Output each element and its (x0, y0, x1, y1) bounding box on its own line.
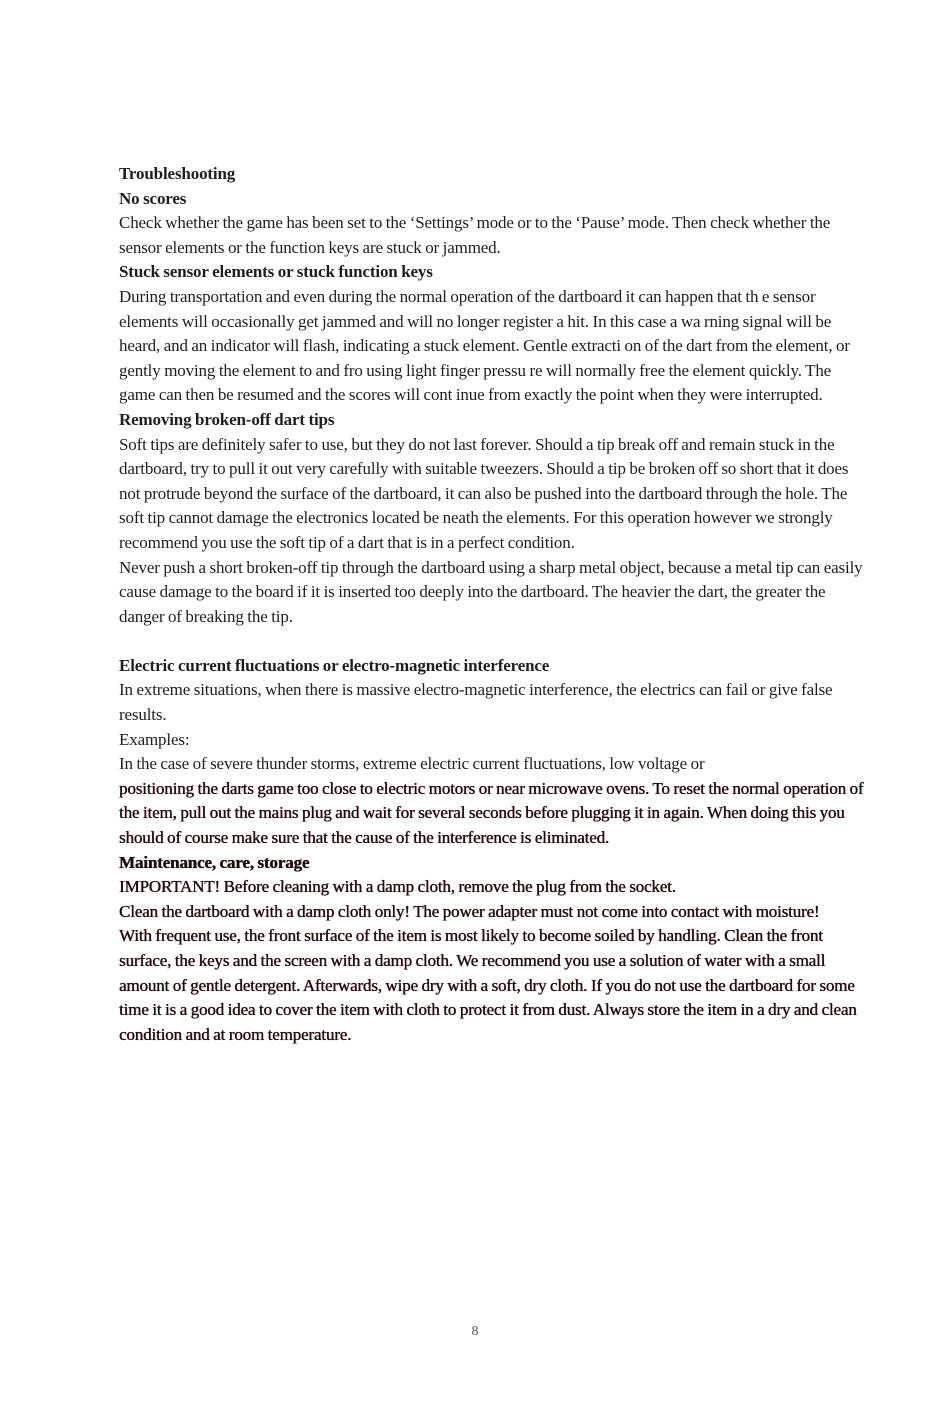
heading-no-scores: No scores (119, 188, 187, 208)
paragraph-examples-start: In the case of severe thunder storms, extreme electric current fluctuations, low voltage or (119, 754, 705, 774)
dark-print-block (119, 777, 865, 1048)
section-title-troubleshooting: Troubleshooting (119, 164, 236, 183)
heading-broken-tips: Removing broken-off dart tips (119, 409, 335, 429)
paragraph-clean-only: Clean the dartboard with a damp cloth only! The power adapter must not come into contact with moisture! (119, 901, 820, 921)
paragraph-broken-tips-2: Never push a short broken-off tip through the dartboard using a sharp metal object, because a metal tip can easily cause damage to the board if it is inserted too deeply into the dartboard. The heavier the dart, the greater the danger of breaking the tip. (119, 557, 863, 626)
heading-stuck-elements: Stuck sensor elements or stuck function keys (119, 262, 433, 282)
page-number: 8 (471, 1324, 479, 1339)
paragraph-examples-rest: positioning the darts game too close to electric motors or near microwave ovens. To reset the normal operation of the item, pull out the mains plug and wait for several seconds before plugging it in again. When doing this you should of course make sure that the cause of the interference is eliminated. (119, 778, 864, 848)
manual-page-content (119, 162, 865, 1047)
paragraph-important: IMPORTANT! Before cleaning with a damp cloth, remove the plug from the socket. (119, 877, 676, 897)
paragraph-frequent-use: With frequent use, the front surface of the item is most likely to become soiled by handling. Clean the front surface, the keys and the screen with a damp cloth. We recommend you use a solution of water with a small amount of gentle detergent. Afterwards, wipe dry with a soft, dry cloth. If you do not use the dartboard for some time it is a good idea to cover the item with cloth to protect it from dust. Always store the item in a dry and clean condition and at room temperature. (119, 926, 857, 1044)
section-spacer (119, 629, 865, 654)
examples-label: Examples: (119, 729, 190, 749)
paragraph-stuck-elements: During transportation and even during the normal operation of the dartboard it can happen that th e sensor elements will occasionally get jammed and will no longer register a hit. In this case a wa rning signal will be heard, and an indicator will flash, indicating a stuck element. Gentle extracti on of the dart from the element, or gently moving the element to and fro using light finger pressu re will normally free the element quickly. The game can then be resumed and the scores will cont inue from exactly the point when they were interrupted. (119, 286, 850, 405)
paragraph-broken-tips-1: Soft tips are definitely safer to use, but they do not last forever. Should a tip break off and remain stuck in the dartboard, try to pull it out very carefully with suitable tweezers. Should a tip be broken off so short that it does not protrude beyond the surface of the dartboard, it can also be pushed into the dartboard through the hole. The soft tip cannot damage the electronics located be neath the elements. For this operation however we strongly recommend you use the soft tip of a dart that is in a perfect condition. (119, 434, 849, 552)
heading-maintenance: Maintenance, care, storage (119, 852, 310, 872)
paragraph-interference: In extreme situations, when there is massive electro-magnetic interference, the electrics can fail or give false results. (119, 680, 833, 725)
heading-interference: Electric current fluctuations or electro-magnetic interference (119, 655, 550, 675)
paragraph-no-scores: Check whether the game has been set to the ‘Settings’ mode or to the ‘Pause’ mode. Then check whether the sensor elements or the function keys are stuck or jammed. (119, 213, 831, 257)
